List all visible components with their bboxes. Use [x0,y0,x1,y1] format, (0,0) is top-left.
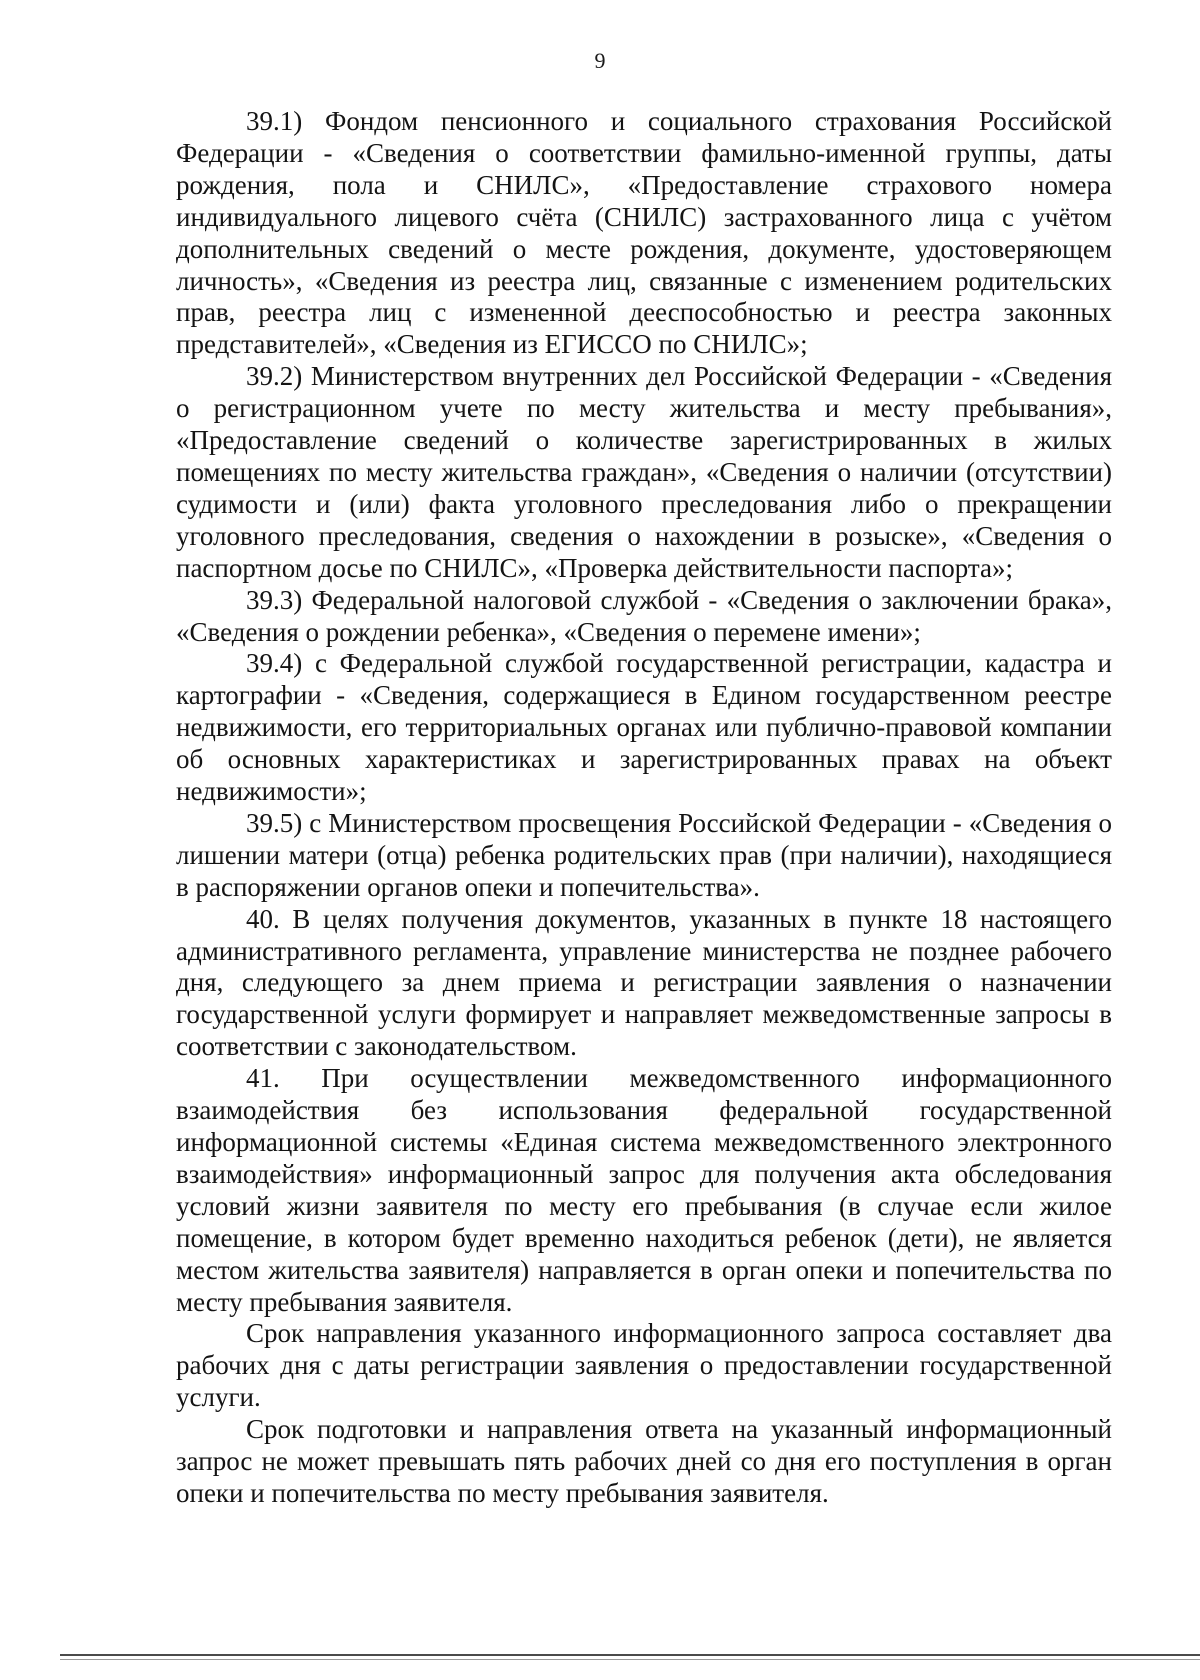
paragraph-response-deadline: Срок подготовки и направления ответа на указанный информационный запрос не может превышать пять рабочих дней со дня его поступления в орган опеки и попечительства по месту пребывания заявителя. [176,1414,1112,1508]
paragraph-39-1: 39.1) Фондом пенсионного и социального страхования Российской Федерации - «Сведения о соответствии фамильно-именной группы, даты рождения, пола и СНИЛС», «Предоставление страхового номера индивидуального лицевого счёта (СНИЛС) застрахованного лица с учётом дополнительных сведений о месте рождения, документе, удостоверяющем личность», «Сведения из реестра лиц, связанные с изменением родительских прав, реестра лиц с измененной дееспособностью и реестра законных представителей», «Сведения из ЕГИССО по СНИЛС»; [176,106,1112,360]
paragraph-request-deadline: Срок направления указанного информационного запроса составляет два рабочих дня с даты регистрации заявления о предоставлении государственной услуги. [176,1318,1112,1413]
bottom-scan-edge-line [60,1654,1200,1656]
document-body [176,106,1112,1510]
page-number: 9 [594,48,606,73]
paragraph-39-2: 39.2) Министерством внутренних дел Российской Федерации - «Сведения о регистрационном учете по месту жительства и месту пребывания», «Предоставление сведений о количестве зарегистрированных в жилых помещениях по месту жительства граждан», «Сведения о наличии (отсутствии) судимости и (или) факта уголовного преследования либо о прекращении уголовного преследования, сведения о нахождении в розыске», «Сведения о паспортном досье по СНИЛС», «Проверка действительности паспорта»; [176,361,1112,583]
bottom-scan-edge-line-secondary [60,1659,1200,1660]
paragraph-40: 40. В целях получения документов, указанных в пункте 18 настоящего административного регламента, управление министерства не позднее рабочего дня, следующего за днем приема и регистрации заявления о назначении государственной услуги формирует и направляет межведомственные запросы в соответствии с законодательством. [176,903,1112,1062]
paragraph-39-4: 39.4) с Федеральной службой государственной регистрации, кадастра и картографии - «Сведения, содержащиеся в Едином государственном реестре недвижимости, его территориальных органах или публично-правовой компании об основных характеристиках и зарегистрированных правах на объект недвижимости»; [176,648,1112,807]
paragraph-41: 41. При осуществлении межведомственного информационного взаимодействия без использования федеральной государственной информационной системы «Единая система межведомственного электронного взаимодействия» информационный запрос для получения акта обследования условий жизни заявителя по месту его пребывания (в случае если жилое помещение, в котором будет временно находиться ребенок (дети), не является местом жительства заявителя) направляется в орган опеки и попечительства по месту пребывания заявителя. [176,1063,1112,1317]
paragraph-39-5: 39.5) с Министерством просвещения Российской Федерации - «Сведения о лишении матери (отца) ребенка родительских прав (при наличии), находящиеся в распоряжении органов опеки и попечительства». [176,807,1112,902]
paragraph-39-3: 39.3) Федеральной налоговой службой - «Сведения о заключении брака», «Сведения о рождении ребенка», «Сведения о перемене имени»; [176,584,1112,647]
